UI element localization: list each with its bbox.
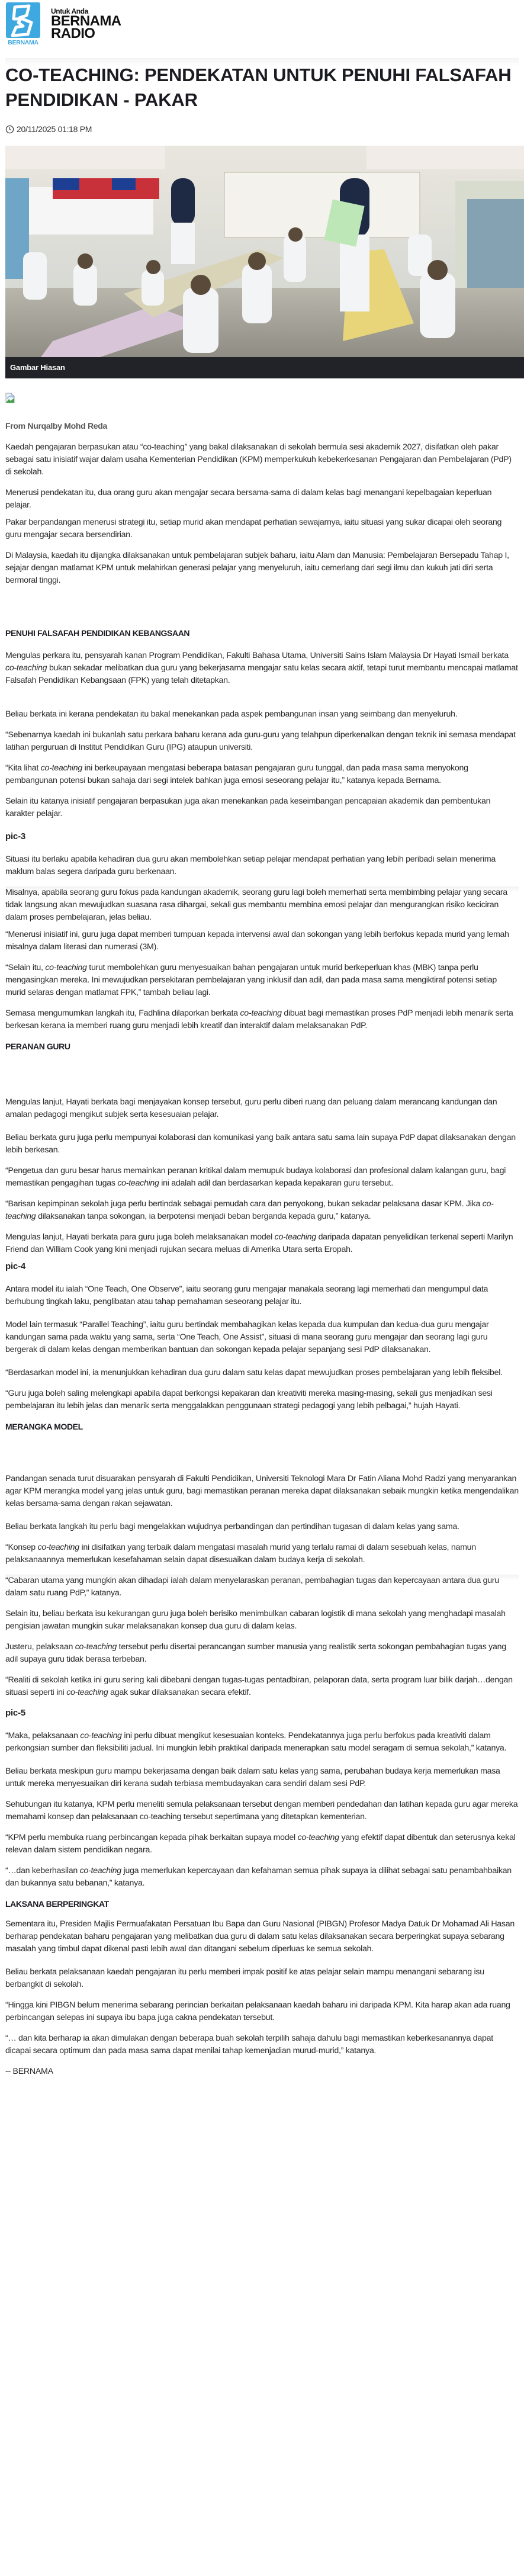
text-segment: ini disifatkan yang terbaik dalam mengatasi masalah murid yang terlalu ramai di dalam sesebuah kelas, namun pelaksanaannya memerlukan kesefahaman selain dapat disesuaikan dalam budaya kerja di sekolah. <box>5 1543 476 1565</box>
article-paragraph <box>5 1541 519 1566</box>
text-segment: Selain itu, beliau berkata isu kekurangan guru juga boleh berisiko menimbulkan cabaran logistik di mana sekolah yang menghadapi masalah pengisian jawatan mungkin sukar melaksanakan konsep dua guru di dalam kelas. <box>5 1609 506 1631</box>
text-segment: Selain itu katanya inisiatif pengajaran berpasukan juga akan menekankan pada keseimbangan pencapaian akademik dan pembentukan karakter pelajar. <box>5 796 491 818</box>
article-paragraph <box>5 487 519 512</box>
article-paragraph <box>5 1966 519 1991</box>
text-segment: Beliau berkata guru juga perlu mempunyai kolaborasi dan komunikasi yang baik antara satu sama lain supaya PdP dapat dilaksanakan dengan lebih berkesan. <box>5 1133 516 1155</box>
article-paragraph <box>5 1999 519 2024</box>
article-paragraph <box>5 1319 519 1356</box>
article-paragraph <box>5 708 519 721</box>
article-paragraph <box>5 886 519 924</box>
article-paragraph <box>5 441 519 478</box>
date-text: 20/11/2025 01:18 PM <box>17 124 92 134</box>
article-paragraph <box>5 516 519 541</box>
brand-name-line2: RADIO <box>51 25 95 41</box>
article-paragraph <box>5 1007 519 1032</box>
text-segment: yang efektif dapat dibentuk dan seterusnya kekal relevan dalam sistem pendidikan negara. <box>5 1833 516 1855</box>
text-segment: “Barisan kepimpinan sekolah juga perlu bertindak sebagai pemudah cara dan penyokong, bukan sekadar pelaksana dasar KPM. Jika <box>5 1199 483 1209</box>
article-paragraph <box>5 1832 519 1856</box>
article-body <box>5 441 519 2078</box>
text-segment: Misalnya, apabila seorang guru fokus pada kandungan akademik, seorang guru lagi boleh memerhati serta membimbing pelajar yang secara tidak langsung akan mewujudkan suasana rasa dihargai, sekali gus membantu membina emosi pelajar dan mengurangkan risiko keciciran dalam proses pembelajaran, jelas beliau. <box>5 888 507 922</box>
section-heading: PENUHI FALSAFAH PENDIDIKAN KEBANGSAAN <box>5 628 190 638</box>
bernama-b-icon <box>5 2 40 38</box>
hero-figure <box>5 146 524 378</box>
article-paragraph <box>5 1473 519 1510</box>
text-segment: Mengulas lanjut, Hayati berkata bagi menjayakan konsep tersebut, guru perlu diberi ruang dan peluang dalam merancang kandungan dan amalan pedagogi mengikut subjek serta kesesuaian pelajar. <box>5 1097 497 1119</box>
article-paragraph <box>5 1132 519 1157</box>
image-placeholder-label: pic-5 <box>5 1708 26 1718</box>
article-paragraph <box>5 1608 519 1633</box>
article-paragraph <box>5 1521 519 1533</box>
article-paragraph <box>5 1367 519 1379</box>
text-segment: tersebut perlu disertai perancangan sumber manusia yang realistik serta sokongan pembahagian tugas yang adil supaya guru tidak berasa terbeban. <box>5 1642 506 1664</box>
text-segment: agak sukar dilaksanakan secara efektif. <box>108 1688 251 1697</box>
text-segment: Beliau berkata meskipun guru mampu bekerjasama dengan baik dalam satu kelas yang sama, perubahan budaya kerja memerlukan masa untuk mereka menyesuaikan diri kerana sudah terbiasa membudayakan cara sendiri dalam sesi PdP. <box>5 1766 500 1788</box>
italic-term: co-teaching <box>75 1642 117 1652</box>
brand-name-line1: BERNAMA <box>51 13 121 29</box>
italic-term: co-teaching <box>117 1178 159 1188</box>
image-placeholder-label: pic-4 <box>5 1261 26 1271</box>
article-paragraph <box>5 795 519 820</box>
article-paragraph <box>5 2032 519 2057</box>
text-segment: Model lain termasuk “Parallel Teaching”, iaitu guru bertindak membahagikan kelas kepada dua kumpulan dan kedua-dua guru mengajar kandungan sama pada waktu yang sama, serta “One Teach, One Assist”, situasi di mana seorang guru mengajar dan seorang lagi guru bergerak di dalam kelas dengan memberikan bantuan dan sokongan kepada pelajar sepanjang sesi PdP dilaksanakan. <box>5 1320 489 1354</box>
text-segment: “Maka, pelaksanaan <box>5 1731 81 1740</box>
text-segment: Mengulas perkara itu, pensyarah kanan Program Pendidikan, Fakulti Bahasa Utama, Universiti Sains Islam Malaysia Dr Hayati Ismail berkata <box>5 651 509 660</box>
article-paragraph <box>5 1730 519 1755</box>
text-segment: “Guru juga boleh saling melengkapi apabila dapat berkongsi kepakaran dan kreativiti mereka masing-masing, sekali gus menjadikan sesi pembelajaran itu lebih jelas dan menarik serta menggalakkan penggunaan strategi pedagogi yang lebih pelbagai,” hujah Hayati. <box>5 1389 493 1411</box>
text-segment: Justeru, pelaksaan <box>5 1642 75 1652</box>
text-segment: “Pengetua dan guru besar harus memainkan peranan kritikal dalam memupuk budaya kolaborasi dan profesional dalam kalangan guru, bagi memastikan pengagihan tugas <box>5 1166 506 1188</box>
text-segment: Di Malaysia, kaedah itu dijangka dilaksanakan untuk pembelajaran subjek baharu, iaitu Alam dan Manusia: Pembelajaran Bersepadu Tahap I, sejajar dengan matlamat KPM untuk melahirkan generasi pelajar yang menyeluruh, iaitu cemerlang dari segi ilmu dan kukuh jati diri serta bermoral tinggi. <box>5 551 509 585</box>
text-segment: ini adalah adil dan berdasarkan kepada kepakaran guru tersebut. <box>159 1178 394 1188</box>
italic-term: co-teaching <box>5 663 47 673</box>
text-segment: Pakar berpandangan menerusi strategi itu, setiap murid akan mendapat perhatian sewajarnya, iaitu situasi yang sukar dicapai oleh seorang guru mengajar secara bersendirian. <box>5 518 502 539</box>
italic-term: co-teaching <box>297 1833 339 1842</box>
text-segment: “Hingga kini PIBGN belum menerima sebarang perincian berkaitan pelaksanaan kaedah baharu ini daripada KPM. Kita harap akan ada ruang perbincangan selepas ini supaya ibu bapa juga cakna pendekatan tersebut. <box>5 2000 510 2022</box>
text-segment: Kaedah pengajaran berpasukan atau “co-teaching” yang bakal dilaksanakan di sekolah bermula sesi akademik 2027, disifatkan oleh pakar sebagai satu inisiatif wajar dalam usaha Kementerian Pendidikan (KPM) memperkukuh kebekerkesanan Pengajaran dan Pembelajaran (PdP) di sekolah. <box>5 442 512 477</box>
article-paragraph <box>5 729 519 754</box>
text-segment: Menerusi pendekatan itu, dua orang guru akan mengajar secara bersama-sama di dalam kelas bagi menangani kepelbagaian keperluan pelajar. <box>5 488 492 510</box>
article-paragraph <box>5 1918 519 1955</box>
italic-term: co-teaching <box>37 1543 79 1552</box>
text-segment: Situasi itu berlaku apabila kehadiran dua guru akan membolehkan setiap pelajar mendapat perhatian yang lebih peribadi selain menerima maklum balas segera daripada guru berkenaan. <box>5 855 496 876</box>
italic-term: co-teaching <box>240 1008 282 1018</box>
article-paragraph <box>5 1798 519 1823</box>
text-segment: “KPM perlu membuka ruang perbincangan kepada pihak berkaitan supaya model <box>5 1833 298 1842</box>
text-segment: -- BERNAMA <box>5 2067 53 2076</box>
text-segment: bukan sekadar melibatkan dua guru yang bekerjasama mengajar satu kelas secara aktif, tetapi turut membantu mencapai matlamat Falsafah Pendidikan Kebangsaan (FPK) yang telah ditetapkan. <box>5 663 518 685</box>
article-paragraph <box>5 1765 519 1790</box>
section-heading: MERANGKA MODEL <box>5 1422 83 1431</box>
classroom-photo <box>5 146 524 357</box>
text-segment: “Berdasarkan model ini, ia menunjukkan kehadiran dua guru dalam satu kelas dapat mewujudkan proses pembelajaran yang lebih fleksibel. <box>5 1368 503 1377</box>
italic-term: co-teaching <box>45 963 87 972</box>
text-segment: Beliau berkata pelaksanaan kaedah pengajaran itu perlu memberi impak positif ke atas pelajar selain mampu menangani sebarang isu berbangkit di sekolah. <box>5 1967 484 1989</box>
image-placeholder-label: pic-3 <box>5 831 26 841</box>
text-segment: Mengulas lanjut, Hayati berkata para guru juga boleh melaksanakan model <box>5 1232 275 1242</box>
radio-wordmark <box>51 8 121 40</box>
italic-term: co-teaching <box>274 1232 316 1242</box>
text-segment: “Realiti di sekolah ketika ini guru sering kali dibebani dengan tugas-tugas pentadbiran, pelaporan data, serta program luar bilik darjah…dengan situasi seperti ini <box>5 1675 513 1697</box>
tagline: Untuk Anda <box>51 7 88 15</box>
text-segment: daripada dapatan penyelidikan terkenal seperti Marilyn Friend dan William Cook yang kini menjadi rujukan secara meluas di Amerika Utara serta Eropah. <box>5 1232 513 1254</box>
italic-term: co-teaching <box>79 1866 121 1875</box>
byline: From Nurqalby Mohd Reda <box>5 421 107 431</box>
italic-term: co-teaching <box>66 1688 108 1697</box>
italic-term: co-teaching <box>5 1199 494 1221</box>
text-segment: juga memerlukan kepercayaan dan kefahaman semua pihak supaya ia dilihat sebagai satu penambahbaikan dan bukannya satu bebanan,” katanya. <box>5 1866 512 1888</box>
text-segment: dilaksanakan tanpa sokongan, ia berpotensi menjadi beban berganda kepada guru,” katanya. <box>36 1212 371 1221</box>
article-paragraph <box>5 1165 519 1190</box>
section-heading: LAKSANA BERPERINGKAT <box>5 1899 109 1909</box>
text-segment: “Menerusi inisiatif ini, guru juga dapat memberi tumpuan kepada intervensi awal dan sokongan yang lebih berfokus kepada murid yang lemah misalnya dalam literasi dan numerasi (3M). <box>5 930 509 952</box>
article-paragraph <box>5 550 519 587</box>
text-segment: turut membolehkan guru menyesuaikan bahan pengajaran untuk murid berkeperluan khas (MBK) tanpa perlu mengasingkan mereka. Ini mewujudkan persekitaran pembelajaran yang inklusif dan adil, dan pada masa sama mengiktiraf potensi setiap murid selaras dengan matlamat FPK,” tambah beliau lagi. <box>5 963 497 997</box>
text-segment: Pandangan senada turut disuarakan pensyarah di Fakulti Pendidikan, Universiti Teknologi Mara Dr Fatin Aliana Mohd Radzi yang menyarankan agar KPM merangka model yang jelas untuk guru, bagi memastikan peranan mereka dapat dilaksanakan sebaik mungkin ketika mengendalikan kelas bersama-sama dengan rakan sejawatan. <box>5 1474 519 1508</box>
bernama-logo[interactable] <box>5 2 41 47</box>
broken-image-icon <box>5 393 15 403</box>
article-paragraph <box>5 853 519 878</box>
article-paragraph <box>5 762 519 787</box>
text-segment: Sementara itu, Presiden Majlis Permuafakatan Persatuan Ibu Bapa dan Guru Nasional (PIBGN) Profesor Madya Datuk Dr Mohamad Ali Hasan berharap pendekatan baharu pengajaran yang melibatkan dua guru di dalam satu kelas dilaksanakan secara berperingkat supaya sebarang masalah yang timbul dapat dikenal pasti lebih awal dan ditangani sebelum diperluas ke semua sekolah. <box>5 1919 515 1954</box>
publish-date <box>5 123 519 135</box>
text-segment: “… dan kita berharap ia akan dimulakan dengan beberapa buah sekolah terpilih sahaja dahulu bagi memastikan keberkesanannya dapat dicapai secara optimum dan pada masa sama dapat menilai tahap kemenjadian murud-murid,” katanya. <box>5 2034 493 2055</box>
article-paragraph <box>5 1231 519 1256</box>
text-segment: “Sebenarnya kaedah ini bukanlah satu perkara baharu kerana ada guru-guru yang telahpun diperkenalkan dengan teknik ini semasa mendapat latihan perguruan di Institut Pendidikan Guru (IPG) ataupun universiti. <box>5 730 516 752</box>
text-segment: Antara model itu ialah “One Teach, One Observe”, iaitu seorang guru mengajar manakala seorang lagi memerhati dan mengumpul data berhubung tingkah laku, penglibatan atau tahap pemahaman seseorang pelajar itu. <box>5 1284 488 1306</box>
text-segment: Semasa mengumumkan langkah itu, Fadhlina dilaporkan berkata <box>5 1008 240 1018</box>
text-segment: Beliau berkata ini kerana pendekatan itu bakal menekankan pada aspek pembangunan insan yang seimbang dan menyeluruh. <box>5 709 458 719</box>
section-heading: PERANAN GURU <box>5 1042 70 1051</box>
text-segment: Sehubungan itu katanya, KPM perlu meneliti semula pelaksanaan tersebut dengan memberi pendedahan dan latihan kepada guru agar mereka memahami konsep dan pelaksanaan co-teaching tersebut sepertimana yang ditetapkan kementerian. <box>5 1800 518 1822</box>
text-segment: dibuat bagi memastikan proses PdP menjadi lebih menarik serta berkesan kerana ia memberi ruang guru menjadi lebih kreatif dan interaktif dalam melaksanakan PdP. <box>5 1008 513 1030</box>
article-paragraph <box>5 1387 519 1412</box>
logo-bernama-label: BERNAMA <box>8 39 38 46</box>
text-segment: “Selain itu, <box>5 963 46 972</box>
article-paragraph <box>5 1096 519 1121</box>
italic-term: co-teaching <box>40 763 83 773</box>
article-paragraph <box>5 1198 519 1223</box>
image-caption: Gambar Hiasan <box>10 363 65 372</box>
article-paragraph <box>5 1641 519 1666</box>
article-paragraph <box>5 929 519 953</box>
site-header <box>5 0 519 50</box>
text-segment: “…dan keberhasilan <box>5 1866 80 1875</box>
article-paragraph <box>5 650 519 687</box>
text-segment: “Kita lihat <box>5 763 41 773</box>
text-segment: ini berkeupayaan mengatasi beberapa batasan pengajaran guru tunggal, dan pada masa sama menyokong pembangunan potensi bukan sahaja dari segi intelek bahkan juga emosi seseorang pelajar itu,” katanya kepada Bernama. <box>5 763 468 785</box>
text-segment: “Konsep <box>5 1543 38 1552</box>
article-paragraph <box>5 1283 519 1308</box>
text-segment: ini perlu dibuat mengikut kesesuaian konteks. Pendekatannya juga perlu berfokus pada kreativiti dalam perkongsian sumber dan fleksibiliti jadual. Ini mungkin lebih praktikal daripada menerapkan satu model seragam di semua sekolah,” katanya. <box>5 1731 507 1753</box>
article-paragraph <box>5 1865 519 1890</box>
article-paragraph <box>5 1674 519 1699</box>
article-paragraph <box>5 962 519 999</box>
italic-term: co-teaching <box>80 1731 122 1740</box>
text-segment: Beliau berkata langkah itu perlu bagi mengelakkan wujudnya perbandingan dan pertindihan tugasan di dalam kelas yang sama. <box>5 1522 459 1531</box>
clock-icon <box>5 125 14 134</box>
text-segment: “Cabaran utama yang mungkin akan dihadapi ialah dalam menyelaraskan peranan, pembahagian tugas dan kepercayaan antara dua guru dalam satu ruang PdP,” katanya. <box>5 1576 499 1598</box>
article-paragraph <box>5 2066 519 2078</box>
title-band <box>5 58 519 113</box>
article-title: CO-TEACHING: PENDEKATAN UNTUK PENUHI FALSAFAH PENDIDIKAN - PAKAR <box>5 65 512 110</box>
article-paragraph <box>5 1575 519 1599</box>
